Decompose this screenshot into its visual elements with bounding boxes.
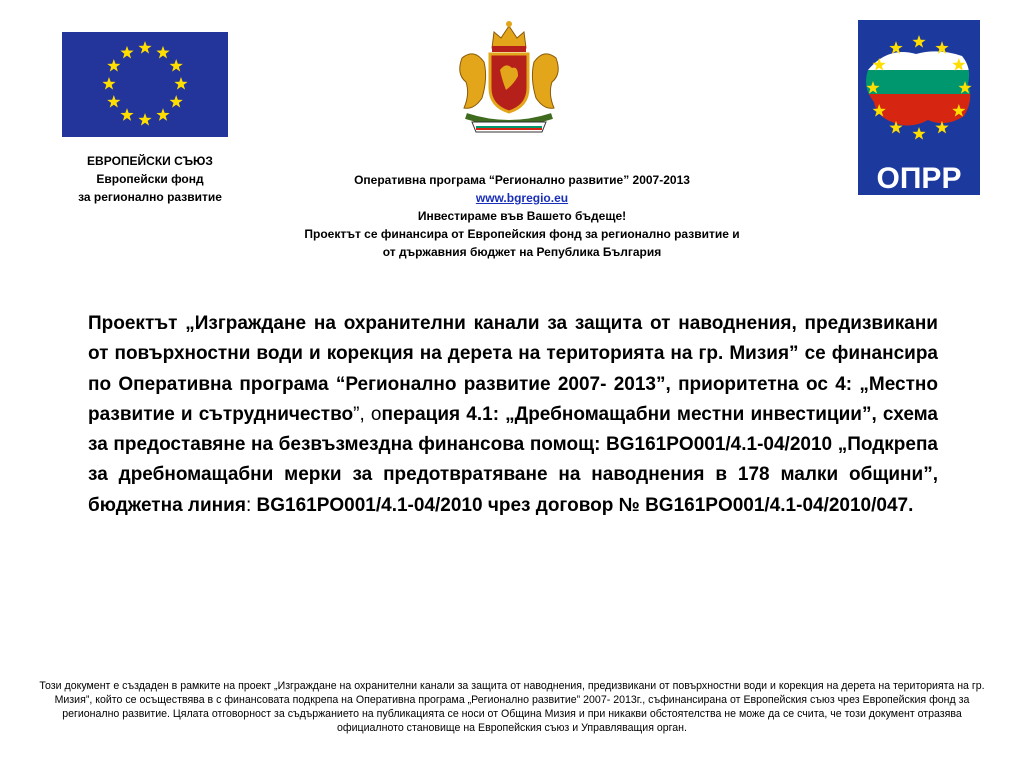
funding-line-2: от държавния бюджет на Република България: [382, 245, 662, 259]
programme-title: Оперативна програма “Регионално развитие” 2007-2013: [354, 173, 690, 187]
oprr-label: ОПРР: [876, 162, 962, 195]
eu-fund-label: Европейски фонд: [96, 172, 204, 186]
project-text-part-5: BG161PO001/4.1-04/2010 чрез договор № BG161PO001/4.1-04/2010/047.: [251, 494, 914, 516]
project-text-part-4: :: [245, 494, 252, 516]
eu-star-icon: [174, 77, 187, 90]
eu-star-icon: [138, 41, 151, 54]
eu-regional-label: за регионално развитие: [78, 190, 222, 204]
eu-star-icon: [120, 108, 133, 121]
programme-slogan: Инвестираме във Вашето бъдеще!: [417, 209, 627, 223]
eu-star-icon: [170, 95, 183, 108]
oprr-logo: [858, 20, 980, 195]
oprr-map-icon: [858, 20, 980, 195]
eu-star-icon: [170, 59, 183, 72]
project-text-part-3: перация 4.1: „Дребномащабни местни инвестиции”, схема за предоставяне на безвъзмездна финансова помощ: BG161PO001/4.1-04/2010 „Подкрепа за дребномащабни мерки за предотвратяване на наводнения в 178 малки общини”, бюджетна линия: [88, 403, 939, 516]
eu-star-icon: [120, 46, 133, 59]
project-description: [88, 309, 938, 521]
eu-star-icon: [107, 59, 120, 72]
bgregio-link[interactable]: www.bgregio.eu: [475, 191, 569, 205]
eu-star-icon: [156, 108, 169, 121]
eu-stars-icon: [62, 32, 228, 137]
disclaimer-footer: Този документ е създаден в рамките на проект „Изграждане на охранителни канали за защита от наводнения, предизвикани от повърхностни води и корекция на дерета на територията на гр. Мизия”, който се осъществява в с финансовата подкрепа на Оперативна програма „Регионално развитие” 2007- 2013г., съфинансирана от Европейския съюз чрез Европейския фонд за регионално развитие. Цялата отговорност за съдържанието на публикацията се носи от Община Мизия и при никакви обстоятелства не може да се счита, че този документ отразява официалното становище на Европейския съюз и Управляващия орган.: [39, 680, 985, 734]
funding-line-1: Проектът се финансира от Европейския фонд за регионално развитие и: [304, 227, 740, 241]
coat-of-arms-logo: [444, 18, 574, 140]
eu-star-icon: [107, 95, 120, 108]
eu-star-icon: [102, 77, 115, 90]
project-text-part-1: Проектът „Изграждане на охранителни канали за защита от наводнения, предизвикани от повърхностни води и корекция на дерета на територията на гр. Мизия” се финансира по Оперативна програма “Регионално развитие 2007- 2013”, приоритетна ос 4: „Местно развитие и сътрудничество: [88, 313, 938, 425]
eu-union-label: ЕВРОПЕЙСКИ СЪЮЗ: [87, 154, 213, 168]
eu-star-icon: [138, 113, 151, 126]
project-text-part-2: ”, о: [353, 403, 382, 425]
eu-flag-logo: [62, 32, 228, 137]
coat-of-arms-icon: [444, 18, 574, 140]
eu-star-icon: [156, 46, 169, 59]
programme-caption: [222, 171, 822, 261]
